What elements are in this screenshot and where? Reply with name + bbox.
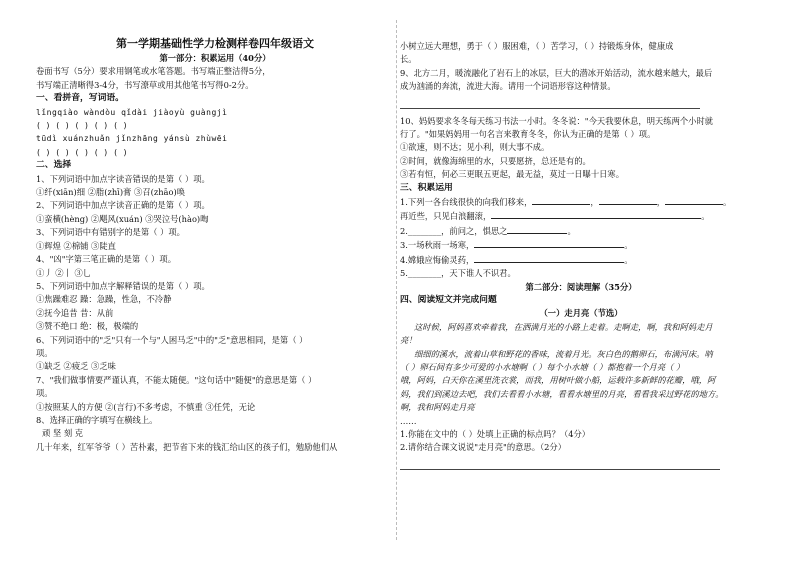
accumulate-2-text: 2.________，前问之，惧思之 bbox=[400, 225, 508, 236]
accumulate-4: 4.嫦娥应悔偷灵药， 。 bbox=[400, 254, 633, 265]
question-5-option-2: ②抚今追昔 昔：从前 bbox=[36, 307, 114, 318]
question-2: 2、下列词语中加点字读音正确的是第（ ）项。 bbox=[36, 200, 210, 211]
reading-question-1: 1.你能在文中的（ ）处填上正确的标点吗？（4分） bbox=[400, 428, 591, 439]
passage-p2: 细细的溪水，流着山草和野花的香味，流着月光。灰白色的鹅卵石，布满河床。呐 bbox=[414, 348, 713, 359]
question-10-option-3: ③若有恒，何必三更眠五更起，最无益，莫过一日曝十日寒。 bbox=[400, 169, 625, 180]
accumulate-3-text: 3.一场秋雨一场寒， bbox=[400, 240, 475, 251]
question-7: 7、"我们做事情要严谨认真，不能太随便。"这句话中"随便"的意思是第（ ） bbox=[36, 374, 317, 385]
left-column bbox=[36, 0, 394, 561]
answer-brackets-2[interactable]: ( ) ( ) ( ) ( ) ( ) bbox=[36, 147, 128, 157]
blank[interactable] bbox=[665, 195, 723, 205]
accumulate-5: 5.________，天下谁人不识君。 bbox=[400, 268, 516, 279]
question-9: 9、北方二月，暖流融化了岩石上的冰层，巨大的潜冰开始活动，流水越来越大，最后 bbox=[400, 67, 713, 78]
passage-p2-d: 妈，我们到溪边去吧，我们去看看小水塘，看看水塘里的月亮，看看我采过野花的地方。 bbox=[400, 388, 724, 399]
section3-heading: 三、积累运用 bbox=[400, 182, 453, 193]
question-10: 10、妈妈要求冬冬每天练习书法一小时。冬冬说："今天我要休息，明天练两个小时就 bbox=[400, 115, 714, 126]
question-6: 6、下列词语中的"乏"只有一个与"人困马乏"中的"乏"意思相同，是第（ ） bbox=[36, 334, 308, 345]
passage-p2-e: 啊，我和阿妈走月亮 bbox=[400, 402, 475, 413]
part2-heading: 第二部分：阅读理解（35分） bbox=[525, 281, 637, 292]
pinyin-row-1: lǐngqiào wàndòu qǐdài jiàoyù guàngjì bbox=[36, 107, 228, 117]
passage-p1-end: 亮！ bbox=[400, 335, 417, 346]
accumulate-4-text: 4.嫦娥应悔偷灵药， bbox=[400, 254, 475, 265]
blank[interactable] bbox=[474, 238, 624, 248]
question-8: 8、选择正确的字填写在横线上。 bbox=[36, 414, 158, 425]
blank[interactable] bbox=[474, 253, 624, 263]
question-6-continued: 项。 bbox=[36, 347, 53, 358]
exam-title: 第一学期基础性学力检测样卷四年级语文 bbox=[116, 37, 314, 50]
question-1: 1、下列词语中加点字读音错误的是第（ ）项。 bbox=[36, 173, 210, 184]
question-6-options: ①缺乏 ②疲乏 ③乏味 bbox=[36, 361, 116, 372]
question-7-options: ①按照某人的方便 ②(言行)不多考虑，不慎重 ③任凭，无论 bbox=[36, 401, 256, 412]
reading-answer-line[interactable] bbox=[400, 461, 720, 470]
handwriting-rule-1: 卷面书写（5分）要求用钢笔或水笔答题。书写端正整洁得5分， bbox=[36, 66, 271, 77]
question-10-continued: 行了。"如果妈妈用一句名言来教育冬冬，你认为正确的是第（ ）项。 bbox=[400, 129, 656, 140]
accumulate-1b-text: 再近些，只见白浪翻滚， bbox=[400, 211, 492, 222]
question-5-option-1: ①焦躁难忍 躁：急躁，性急，不冷静 bbox=[36, 294, 172, 305]
question-1-options: ①纤(xiān)细 ②脂(zhī)膏 ③召(zhāo)唤 bbox=[36, 187, 186, 198]
ellipsis: …… bbox=[400, 415, 417, 426]
pinyin-row-2: tūdì xuánzhuǎn jǐnzhāng yánsù zhùwēi bbox=[36, 134, 228, 144]
accumulate-2: 2.________，前问之，惧思之 。 bbox=[400, 225, 576, 236]
blank[interactable] bbox=[532, 195, 590, 205]
question-10-option-2: ②时间，就像海绵里的水，只要愿挤，总还是有的。 bbox=[400, 155, 591, 166]
section1-heading: 一、看拼音，写词语。 bbox=[36, 93, 124, 104]
question-2-options: ①蛮横(hèng) ②飓风(xuán) ③哭泣号(hào)啕 bbox=[36, 213, 209, 224]
reading-question-2: 2.请你结合课文说说"走月亮"的意思。（2分） bbox=[400, 442, 567, 453]
right-column bbox=[400, 0, 762, 561]
section4-heading: 四、阅读短文并完成问题 bbox=[400, 294, 497, 305]
question-5: 5、下列词语中加点字解释错误的是第（ ）项。 bbox=[36, 280, 210, 291]
question-4: 4、"凶"字第三笔正确的是第（ ）项。 bbox=[36, 254, 177, 265]
question-3-options: ①辉煌 ②棉铺 ③陡直 bbox=[36, 240, 116, 251]
accumulate-1b: 再近些，只见白浪翻滚， 。 bbox=[400, 211, 710, 222]
answer-brackets-1[interactable]: ( ) ( ) ( ) ( ) ( ) bbox=[36, 121, 128, 131]
question-4-options: ①丿 ②丨 ③乚 bbox=[36, 267, 92, 278]
question-8-text: 几十年来，红军爷爷（ ）苦朴素，把节省下来的钱汇给山区的孩子们，勉励他们从 bbox=[36, 441, 338, 452]
question-9-answer-line[interactable] bbox=[400, 100, 700, 109]
blank[interactable] bbox=[599, 195, 657, 205]
q8-text-continued: 小树立远大理想，勇于（ ）服困难，（ ）苦学习，（ ）持锻炼身体，健康成 bbox=[400, 41, 674, 51]
passage-p2-b: （ ）卵石间有多少可爱的小水塘啊（ ）每个小水塘（ ）都抱着一个月亮（ ） bbox=[400, 361, 685, 372]
blank[interactable] bbox=[507, 224, 567, 234]
passage-p1: 这时候，阿妈喜欢牵着我，在洒满月光的小路上走着。走啊走，啊，我和阿妈走月 bbox=[414, 321, 713, 332]
part1-heading: 第一部分：积累运用（40分） bbox=[159, 53, 271, 63]
question-5-option-3: ③赞不绝口 绝：极，极端的 bbox=[36, 321, 139, 332]
accumulate-1: 1.下列一各台线很快的向我们移来， ， ， 。 bbox=[400, 197, 732, 208]
question-10-option-1: ①欲速，则不达；见小利，则大事不成。 bbox=[400, 142, 550, 153]
section2-heading: 二、选择 bbox=[36, 160, 72, 171]
accumulate-3: 3.一场秋雨一场寒， 。 bbox=[400, 240, 633, 251]
handwriting-rule-2: 书写端正清晰得3-4分，书写潦草或用其他笔书写得0-2分。 bbox=[36, 79, 254, 90]
q8-text-end: 长。 bbox=[400, 54, 417, 65]
passage-p2-c: 哦，阿妈，白天你在溪里洗衣裳，而我，用树叶做小船，运载许多新鲜的花瓣，哦，阿 bbox=[400, 375, 716, 386]
question-3: 3、下列词语中有错别字的是第（ ）项。 bbox=[36, 227, 185, 238]
question-7-continued: 项。 bbox=[36, 388, 53, 399]
blank[interactable] bbox=[491, 209, 701, 219]
question-8-choices: 顽 坚 刻 克 bbox=[42, 428, 84, 439]
column-divider bbox=[396, 20, 398, 540]
story-title: （一）走月亮（节选） bbox=[539, 308, 623, 319]
question-9-continued: 成为汹涌的奔流，流进大海。请用一个词语形容这种情景。 bbox=[400, 81, 616, 92]
accumulate-1-text: 1.下列一各台线很快的向我们移来， bbox=[400, 197, 533, 208]
